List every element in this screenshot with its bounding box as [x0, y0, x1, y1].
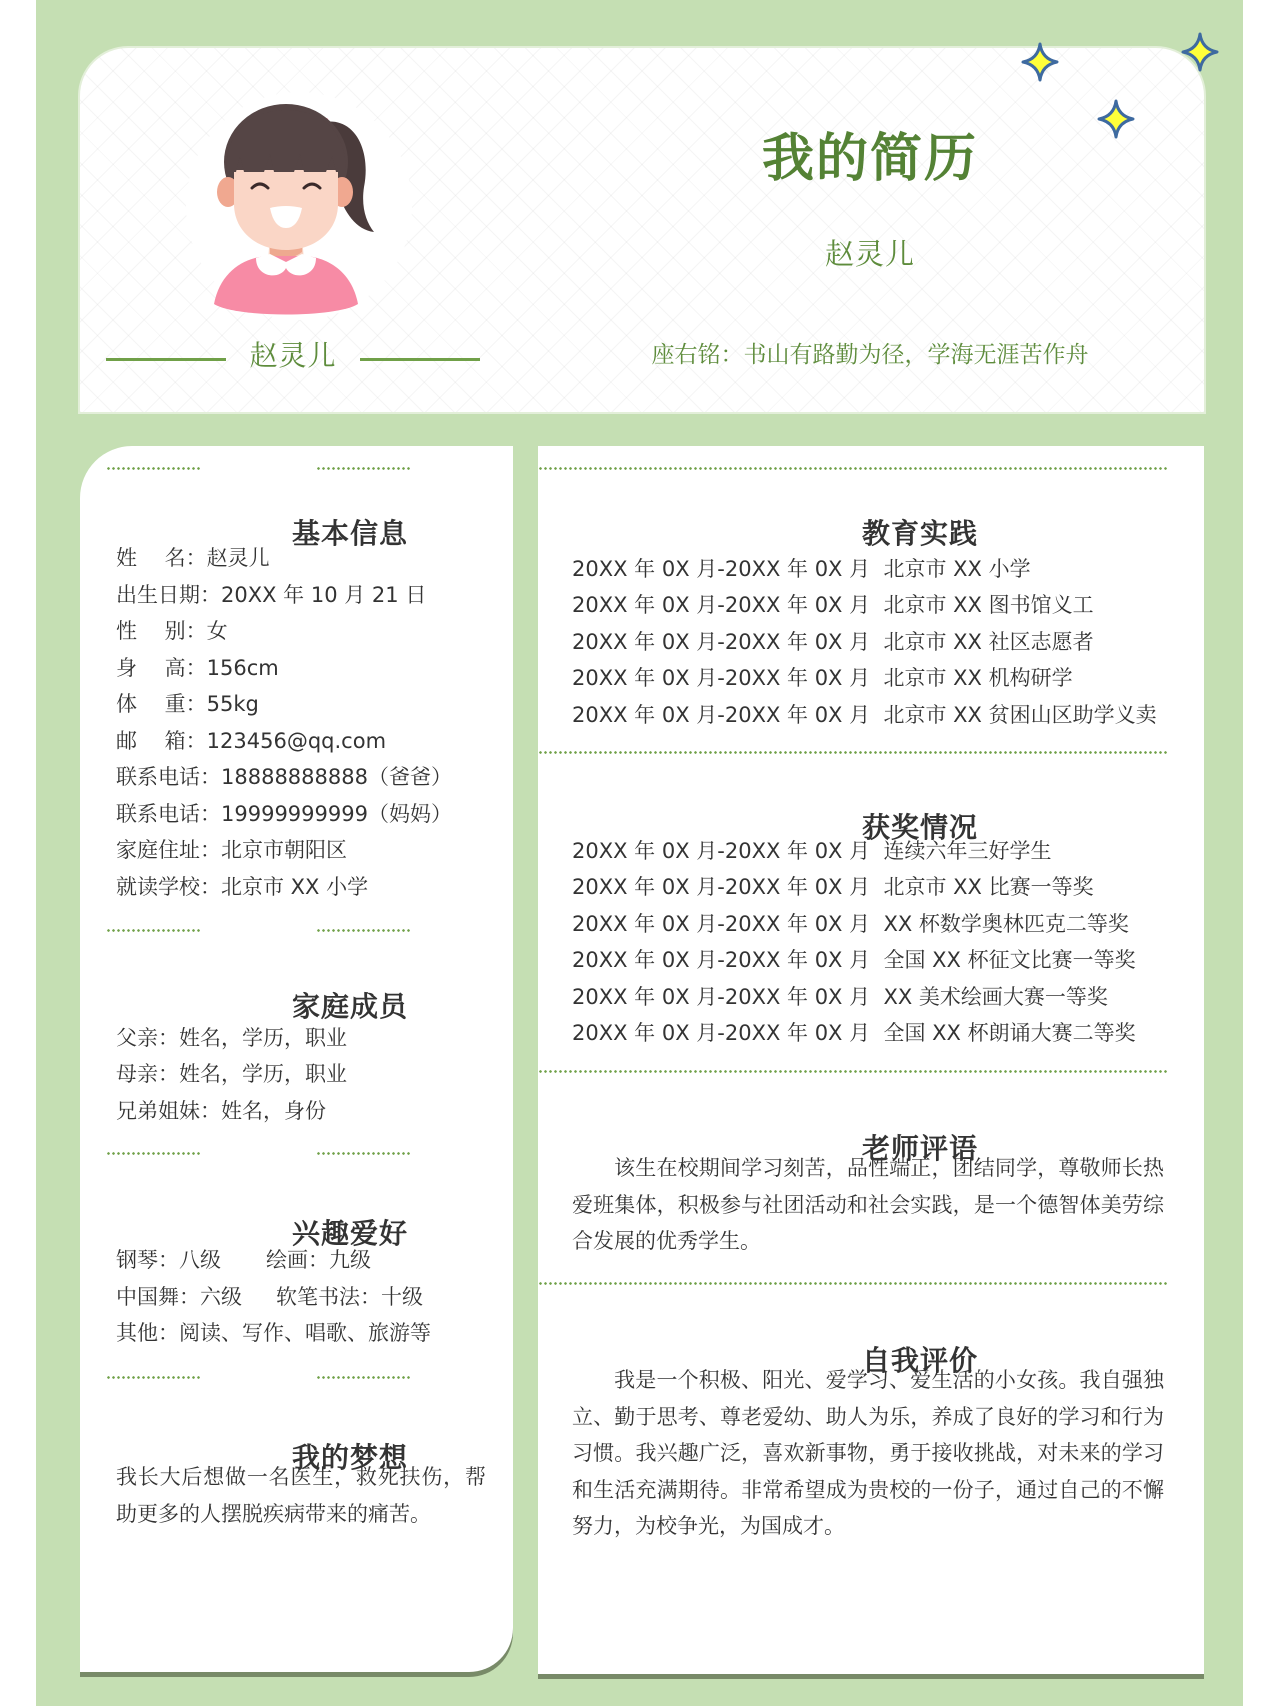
- dotted-divider: [538, 751, 1168, 754]
- education-row: [572, 589, 1094, 619]
- section-title-education: 教育实践: [861, 517, 978, 550]
- education-date: 20XX 年 0X 月-20XX 年 0X 月: [572, 557, 871, 581]
- education-desc: 北京市 XX 图书馆义工: [883, 593, 1094, 617]
- avatar-name-row: [106, 336, 480, 372]
- avatar-girl-icon: [186, 92, 412, 320]
- education-row: [572, 662, 1073, 692]
- family-row: 父亲：姓名，学历，职业: [116, 1026, 347, 1050]
- header-name: 赵灵儿: [824, 237, 915, 271]
- dotted-divider: [316, 467, 412, 470]
- award-desc: 连续六年三好学生: [883, 839, 1052, 863]
- section-title-teacher-comment: 老师评语: [861, 1132, 978, 1165]
- info-row: 体 重：55kg: [116, 692, 259, 716]
- info-row: 出生日期：20XX 年 10 月 21 日: [116, 583, 427, 607]
- award-date: 20XX 年 0X 月-20XX 年 0X 月: [572, 948, 871, 972]
- info-row: 联系电话：18888888888（爸爸）: [116, 765, 452, 789]
- award-date: 20XX 年 0X 月-20XX 年 0X 月: [572, 875, 871, 899]
- dotted-divider: [106, 467, 202, 470]
- award-desc: 北京市 XX 比赛一等奖: [883, 875, 1094, 899]
- section-title-basic-info: 基本信息: [291, 517, 408, 550]
- hobby-item: 软笔书法：十级: [276, 1285, 423, 1309]
- self-evaluation-body: 我是一个积极、阳光、爱学习、爱生活的小女孩。我自强独立、勤于思考、尊老爱幼、助人为乐，养成了良好的学习和行为习惯。我兴趣广泛，喜欢新事物，勇于接收挑战，对未来的学习和生活充满期待。非常希望成为贵校的一份子，通过自己的不懈努力，为校争光，为国成才。: [572, 1368, 1164, 1538]
- hobby-row: [116, 1317, 431, 1347]
- education-desc: 北京市 XX 小学: [883, 557, 1031, 581]
- education-date: 20XX 年 0X 月-20XX 年 0X 月: [572, 666, 871, 690]
- dotted-divider: [316, 1152, 412, 1155]
- education-date: 20XX 年 0X 月-20XX 年 0X 月: [572, 593, 871, 617]
- hobby-item: 中国舞：六级: [116, 1285, 242, 1309]
- hobby-item: 钢琴：八级: [116, 1248, 221, 1272]
- award-date: 20XX 年 0X 月-20XX 年 0X 月: [572, 985, 871, 1009]
- teacher-comment-text: [572, 1150, 1164, 1260]
- dream-text: 我长大后想做一名医生，救死扶伤，帮助更多的人摆脱疾病带来的痛苦。: [116, 1465, 486, 1526]
- info-row: 邮 箱：123456@qq.com: [116, 729, 387, 753]
- section-title-dream: 我的梦想: [291, 1441, 408, 1474]
- award-desc: XX 杯数学奥林匹克二等奖: [883, 912, 1129, 936]
- sparkle-star-icon: [1096, 99, 1136, 139]
- award-row: [572, 908, 1129, 938]
- name-rule-left: [106, 358, 226, 361]
- sparkle-star-icon: [1180, 32, 1220, 72]
- name-rule-right: [360, 358, 480, 361]
- sparkle-star-icon: [1020, 42, 1060, 82]
- self-evaluation-text: [572, 1362, 1164, 1545]
- hobby-row: [116, 1244, 371, 1274]
- family-row: 兄弟姐妹：姓名，身份: [116, 1099, 326, 1123]
- section-title-awards: 获奖情况: [861, 811, 978, 844]
- section-title-self-evaluation: 自我评价: [861, 1344, 978, 1377]
- family-row: 母亲：姓名，学历，职业: [116, 1062, 347, 1086]
- dotted-divider: [106, 1376, 202, 1379]
- education-row: [572, 553, 1031, 583]
- award-row: [572, 944, 1136, 974]
- education-desc: 北京市 XX 贫困山区助学义卖: [883, 703, 1157, 727]
- info-row: 联系电话：19999999999（妈妈）: [116, 802, 452, 826]
- award-row: [572, 1017, 1136, 1047]
- award-date: 20XX 年 0X 月-20XX 年 0X 月: [572, 912, 871, 936]
- education-row: [572, 699, 1157, 729]
- education-date: 20XX 年 0X 月-20XX 年 0X 月: [572, 630, 871, 654]
- dotted-divider: [106, 929, 202, 932]
- teacher-comment-body: 该生在校期间学习刻苦，品性端正，团结同学，尊敬师长热爱班集体，积极参与社团活动和社会实践，是一个德智体美劳综合发展的优秀学生。: [572, 1156, 1164, 1253]
- section-title-family: 家庭成员: [291, 990, 408, 1023]
- page-title: 我的简历: [761, 129, 978, 189]
- award-desc: 全国 XX 杯征文比赛一等奖: [883, 948, 1136, 972]
- dotted-divider: [106, 1152, 202, 1155]
- dotted-divider: [316, 929, 412, 932]
- education-desc: 北京市 XX 社区志愿者: [883, 630, 1094, 654]
- hobby-item: 绘画：九级: [266, 1248, 371, 1272]
- award-desc: XX 美术绘画大赛一等奖: [883, 985, 1108, 1009]
- info-row: 就读学校：北京市 XX 小学: [116, 875, 369, 899]
- award-row: [572, 871, 1094, 901]
- info-row: 姓 名：赵灵儿: [116, 546, 270, 570]
- education-desc: 北京市 XX 机构研学: [883, 666, 1073, 690]
- dotted-divider: [538, 467, 1168, 470]
- award-desc: 全国 XX 杯朗诵大赛二等奖: [883, 1021, 1136, 1045]
- info-row: 家庭住址：北京市朝阳区: [116, 838, 347, 862]
- info-row: 身 高：156cm: [116, 656, 279, 680]
- hobby-row: [116, 1281, 423, 1311]
- dotted-divider: [316, 1376, 412, 1379]
- dotted-divider: [538, 1282, 1168, 1285]
- section-title-hobbies: 兴趣爱好: [291, 1217, 408, 1250]
- info-row: 性 别：女: [116, 619, 228, 643]
- avatar: [186, 92, 412, 320]
- award-row: [572, 981, 1108, 1011]
- award-date: 20XX 年 0X 月-20XX 年 0X 月: [572, 1021, 871, 1045]
- avatar-name: 赵灵儿: [249, 339, 337, 372]
- education-row: [572, 626, 1094, 656]
- education-date: 20XX 年 0X 月-20XX 年 0X 月: [572, 703, 871, 727]
- dotted-divider: [538, 1070, 1168, 1073]
- motto: 座右铭：书山有路勤为径，学海无涯苦作舟: [651, 342, 1089, 368]
- award-date: 20XX 年 0X 月-20XX 年 0X 月: [572, 839, 871, 863]
- award-row: [572, 835, 1051, 865]
- hobby-item: 其他：阅读、写作、唱歌、旅游等: [116, 1321, 431, 1345]
